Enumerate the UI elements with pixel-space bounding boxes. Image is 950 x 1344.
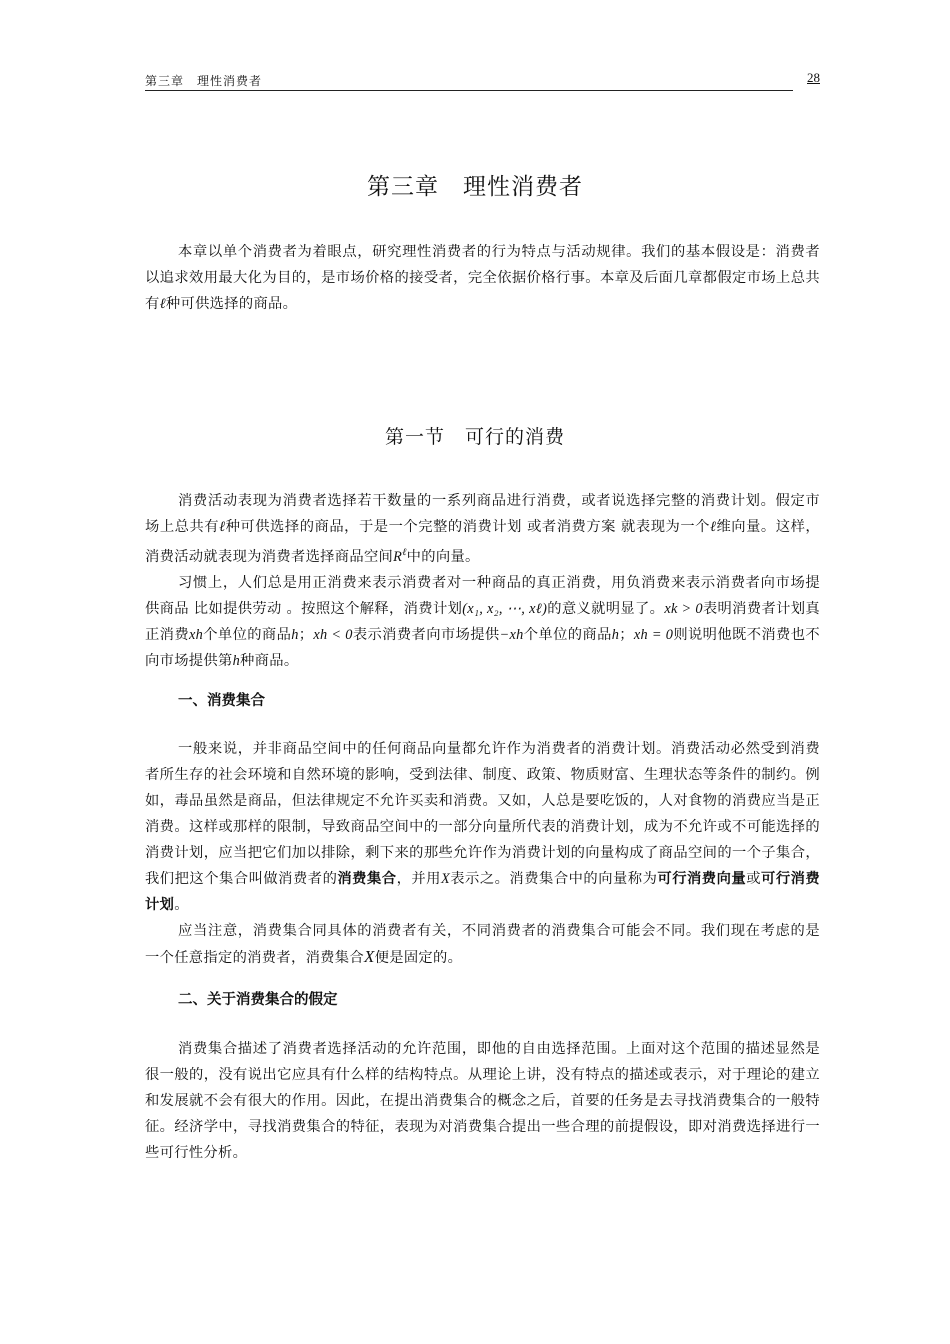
ell-symbol: ℓ <box>709 519 717 535</box>
ell-symbol: ℓ <box>159 296 166 312</box>
page-number: 28 <box>807 70 820 85</box>
assumptions-body <box>145 1036 820 1166</box>
text: ，并用 <box>396 871 441 887</box>
math-expression: xh < 0 <box>313 626 353 643</box>
section-title: 第一节 可行的消费 <box>384 426 565 448</box>
section-paragraph-2 <box>145 570 820 674</box>
consumption-set-paragraph-2 <box>145 918 820 971</box>
text: 表明消费者计划真正消费 <box>145 600 820 643</box>
section-body <box>145 488 820 674</box>
ell-symbol: ℓ <box>219 519 226 535</box>
text: 维向量。这样，消费活动就表现为消费者选择商品空间 <box>145 519 820 565</box>
text: 个单位的商品 <box>523 626 612 643</box>
math-expression: xh = 0 <box>633 626 674 643</box>
text: ； <box>619 626 634 643</box>
text: 便是固定的。 <box>374 950 463 966</box>
text: 或 <box>746 871 762 887</box>
term-feasible-plan: 可行消费计划 <box>145 871 821 913</box>
set-symbol-x: X <box>440 871 451 887</box>
text: 一般来说，并非商品空间中的任何商品向量都允许作为消费者的消费计划。消费活动必然受到消费者所生存的社会环境和自然环境的影响，受到法律、制度、政策、物质财富、生理状态等条件的制约。例如，毒品虽然是商品，但法律规定不允许买卖和消费。又如，人总是要吃饭的，人对食物的消费应当是正消费。这样或那样的限制，导致商品空间中的一部分向量所代表的消费计划，成为不允许或不可能选择的消费计划，应当把它们加以排除，剩下来的那些允许作为消费计划的向量构成了商品空间的一个子集合，我们把这个集合叫做消费者的 <box>145 741 820 887</box>
subheading-consumption-set: 一、消费集合 <box>178 693 265 709</box>
math-expression: −xh <box>499 626 524 643</box>
text: ； <box>298 626 314 643</box>
math-expression: h <box>611 626 620 643</box>
commodity-space-symbol: R <box>393 548 403 565</box>
text: 应当注意，消费集合同具体的消费者有关，不同消费者的消费集合可能会不同。我们现在考虑的是一个任意指定的消费者，消费集合 <box>145 923 820 966</box>
set-symbol-x: X <box>363 947 375 966</box>
term-consumption-set: 消费集合 <box>337 871 397 887</box>
running-title: 第三章 理性消费者 <box>145 74 263 88</box>
chapter-title: 第三章 理性消费者 <box>367 174 583 200</box>
text: 表示之。消费集合中的向量称为 <box>450 871 658 887</box>
section-paragraph-1 <box>145 488 820 570</box>
text: 种商品。 <box>240 652 299 669</box>
text: 个单位的商品 <box>203 626 292 643</box>
math-expression: h <box>232 652 241 669</box>
text: 消费活动表现为消费者选择若干数量的一系列商品进行消费，或者说选择完整的消费计划。假定市场上总共有 <box>145 493 820 535</box>
subheading-assumptions: 二、关于消费集合的假定 <box>178 992 338 1008</box>
intro-text-1: 本章以单个消费者为着眼点，研究理性消费者的行为特点与活动规律。我们的基本假设是：消费者以追求效用最大化为目的，是市场价格的接受者，完全依据价格行事。本章及后面几章都假定市场上总共有 <box>145 244 820 312</box>
header-rule <box>145 90 793 91</box>
consumption-set-paragraph-1 <box>145 736 820 918</box>
text: 。 <box>174 897 189 913</box>
consumption-set-body <box>145 736 820 971</box>
text: 表示消费者向市场提供 <box>352 626 500 643</box>
term-feasible-vector: 可行消费向量 <box>657 871 747 887</box>
intro-text-2: 种可供选择的商品。 <box>165 296 298 312</box>
math-expression: xk > 0 <box>664 600 703 617</box>
consumption-vector: (x₁, x₂, ⋯, xℓ) <box>462 600 548 617</box>
text: 的意义就明显了。 <box>547 600 665 617</box>
text: 则说明他既不消费也不向市场提供第 <box>145 626 821 669</box>
math-expression: xh <box>189 626 204 643</box>
ell-superscript: ℓ <box>402 547 407 558</box>
text: 习惯上，人们总是用正消费来表示消费者对一种商品的真正消费，用负消费来表示消费者向市场提供商品 比如提供劳动 。按照这个解释，消费计划 <box>145 574 820 617</box>
text: 中的向量。 <box>406 548 480 565</box>
running-header <box>145 70 820 90</box>
intro-paragraph <box>145 239 820 317</box>
math-expression: h <box>291 626 299 643</box>
text: 种可供选择的商品，于是一个完整的消费计划 或者消费方案 就表现为一个 <box>225 519 710 535</box>
assumptions-paragraph: 消费集合描述了消费者选择活动的允许范围，即他的自由选择范围。上面对这个范围的描述显然是很一般的，没有说出它应具有什么样的结构特点。从理论上讲，没有特点的描述或表示，对于理论的建立和发展就不会有很大的作用。因此，在提出消费集合的概念之后，首要的任务是去寻找消费集合的一般特征。经济学中，寻找消费集合的特征，表现为对消费集合提出一些合理的前提假设，即对消费选择进行一些可行性分析。 <box>145 1041 820 1161</box>
